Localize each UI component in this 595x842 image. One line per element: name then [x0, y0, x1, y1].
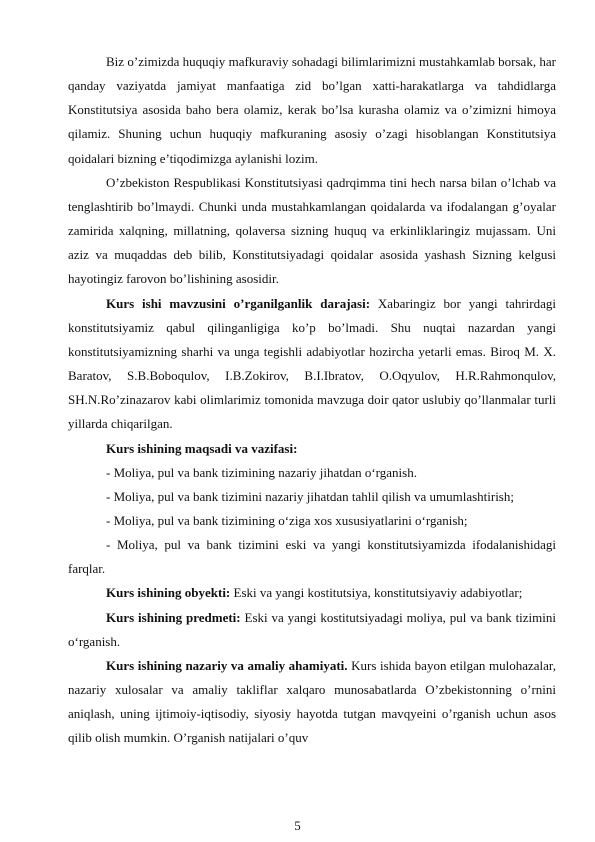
paragraph-heading: Kurs ishining nazariy va amaliy ahamiyati. — [106, 657, 348, 673]
paragraph-object — [68, 581, 556, 605]
page-number: 5 — [294, 818, 301, 833]
paragraph-text: O’zbekiston Respublikasi Konstitutsiyasi qadrqimma tini hech narsa bilan o’lchab va tenglashtirib bo’lmaydi. Chunki unda mustahkamlangan qoidalarda va ifodalangan g’oyalar zamirida xalqning, millatning, qolaversa sizning huquq va erkinliklaringiz mujassam. Uni aziz va muqaddas deb bilib, Konstitutsiyadagi qoidalar asosida yashash Sizning kelgusi hayotingiz farovon bo’lishining asosidir. — [68, 174, 556, 287]
list-item-text: - Moliya, pul va bank tizimining o‘ziga xos xususiyatlarini o‘rganish; — [106, 512, 468, 528]
paragraph-heading: Kurs ishining obyekti: — [106, 585, 231, 601]
paragraph-goal-heading — [68, 437, 556, 461]
paragraph-text: Biz o’zimizda huquqiy mafkuraviy sohadagi bilimlarimizni mustahkamlab borsak, har qanday vaziyatda jamiyat manfaatiga zid bo’lgan xatti-harakatlarga va tahdidlarga Konstitutsiya asosida baho bera olamiz, kerak bo’lsa kurasha olamiz va o’zimizni himoya qilamiz. Shuning uchun huquqiy mafkuraning asosiy o’zagi hisoblangan Konstitutsiya qoidalari bizning e’tiqodimizga aylanishi lozim. — [68, 54, 556, 166]
paragraph-significance — [68, 654, 556, 751]
paragraph-text: Kurs ishida bayon etilgan mulohazalar, nazariy xulosalar va amaliy takliflar xalqaro munosabatlarda O’zbekistonning o’rnini aniqlash, uning ijtimoiy-iqtisodiy, siyosiy hayotda tutgan mavqyeini o’rganish uchun asos qilib olish mumkin. O’rganish natijalari o’quv — [68, 657, 556, 746]
paragraph-subject — [68, 606, 556, 654]
list-item-goal-1 — [68, 461, 556, 485]
list-item-text: - Moliya, pul va bank tizimini nazariy jihatdan tahlil qilish va umumlashtirish; — [106, 488, 514, 504]
document-page — [68, 50, 556, 751]
paragraph-intro — [68, 50, 556, 171]
list-item-text: - Moliya, pul va bank tizimining nazariy jihatdan o‘rganish. — [106, 464, 417, 480]
list-item-text: - Moliya, pul va bank tizimini eski va yangi konstitutsiyamizda ifodalanishidagi farqlar. — [68, 537, 556, 577]
paragraph-heading: Kurs ishi mavzusini o’rganilganlik darajasi: — [106, 295, 371, 311]
paragraph-text: Xabaringiz bor yangi tahrirdagi konstitutsiyamiz qabul qilinganligiga ko’p bo’lmadi. Shu nuqtai nazardan yangi konstitutsiyamizning sharhi va unga tegishli adabiyotlar hozircha yetarli emas. Biroq M. X. Baratov, S.B.Boboqulov, I.B.Zokirov, B.I.Ibratov, O.Oqyulov, H.R.Rahmonqulov, SH.N.Ro’zinazarov kabi olimlarimiz tomonida mavzuga doir qator uslubiy qo’llanmalar turli yillarda chiqarilgan. — [68, 295, 556, 432]
paragraph-heading: Kurs ishining maqsadi va vazifasi: — [106, 440, 298, 456]
paragraph-text: Eski va yangi kostitutsiya, konstitutsiyaviy adabiyotlar; — [230, 585, 523, 601]
list-item-goal-2 — [68, 485, 556, 509]
paragraph-heading: Kurs ishining predmeti: — [106, 609, 241, 625]
paragraph-text: Eski va yangi kostitutsiyadagi moliya, pul va bank tizimini o‘rganish. — [68, 609, 557, 649]
list-item-goal-3 — [68, 509, 556, 533]
paragraph-research-level — [68, 292, 556, 437]
paragraph-constitution — [68, 171, 556, 292]
list-item-goal-4 — [68, 533, 556, 581]
